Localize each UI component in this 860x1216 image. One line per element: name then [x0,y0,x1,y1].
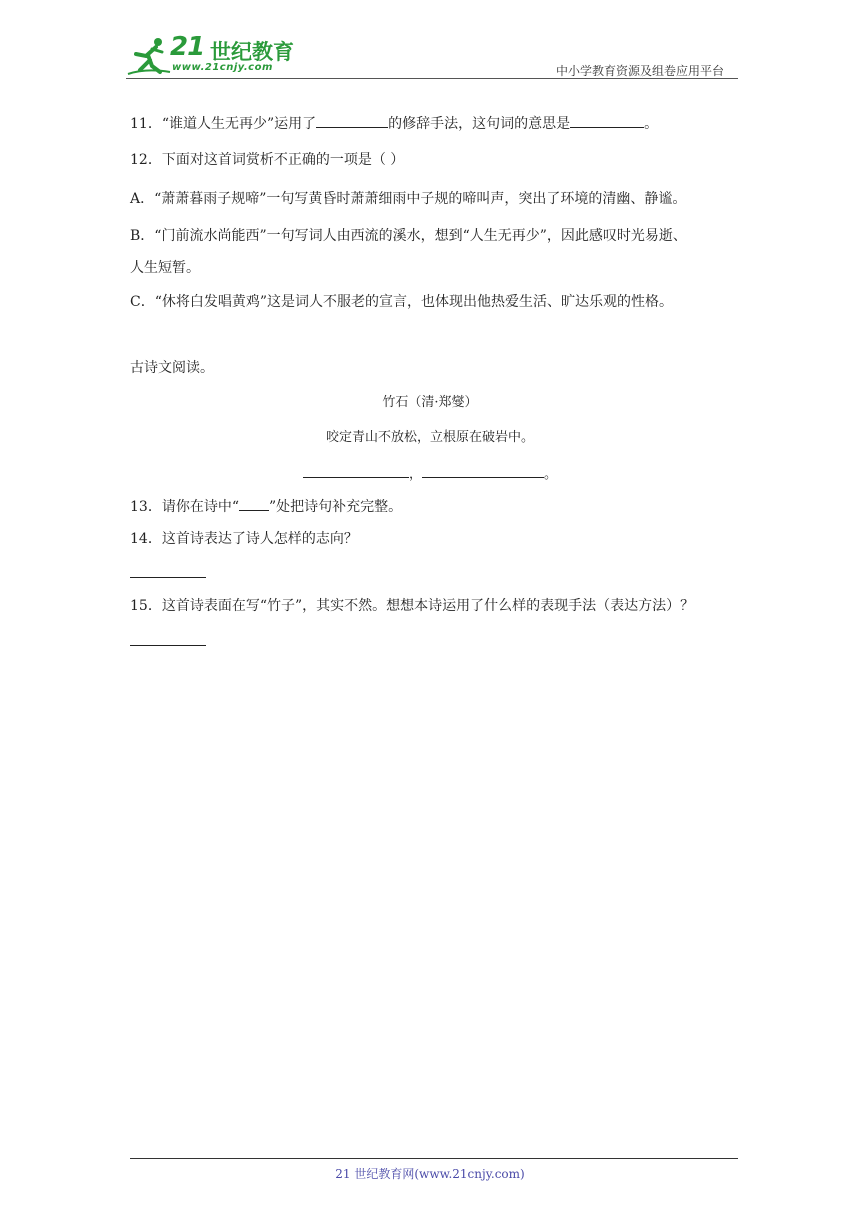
footer-link[interactable]: 21 世纪教育网(www.21cnjy.com) [335,1167,525,1181]
poem-comma: ， [408,467,422,482]
logo-text: 世纪教育 [210,40,294,64]
section-title: 古诗文阅读。 [130,360,214,376]
question-14: 14．这首诗表达了诗人怎样的志向？ [130,531,358,547]
question-13 [130,495,402,517]
poem-line-1: 咬定青山不放松，立根原在破岩中。 [325,430,534,445]
q11-suffix: 。 [644,116,659,132]
q13-blank [239,495,269,511]
question-11 [130,112,658,134]
q15-answer-line[interactable] [130,645,206,646]
q13-prefix: 13．请你在诗中“ [130,499,239,515]
q11-middle: 的修辞手法，这句词的意思是 [388,116,571,132]
poem-blank-2[interactable] [422,462,544,478]
option-a: A．“萧萧暮雨子规啼”一句写黄昏时萧萧细雨中子规的啼叫声，突出了环境的清幽、静谧。 [130,191,687,207]
q11-blank-2[interactable] [570,112,644,128]
logo-number: 21 [170,32,205,62]
site-logo[interactable] [126,32,296,78]
option-b-line-2: 人生短暂。 [130,260,200,276]
question-12: 12．下面对这首词赏析不正确的一项是（ ） [130,152,405,168]
runner-logo-icon [126,36,172,76]
header-divider [126,78,738,79]
footer-divider [130,1158,738,1159]
logo-url: www.21cnjy.com [172,62,273,73]
poem-blank-1[interactable] [303,462,409,478]
q13-suffix: ”处把诗句补充完整。 [268,499,403,515]
poem-line-2 [0,462,860,485]
q11-blank-1[interactable] [316,112,388,128]
page-header [126,30,738,80]
option-c: C．“休将白发唱黄鸡”这是词人不服老的宣言，也体现出他热爱生活、旷达乐观的性格。 [130,294,674,310]
q14-answer-line[interactable] [130,577,206,578]
platform-tagline: 中小学教育资源及组卷应用平台 [555,64,724,78]
option-b-line-1: B．“门前流水尚能西”一句写词人由西流的溪水，想到“人生无再少”，因此感叹时光易逝、 [130,228,687,244]
poem-title: 竹石（清·郑燮） [382,395,478,410]
poem-period: 。 [544,467,558,482]
question-15: 15．这首诗表面在写“竹子”，其实不然。想想本诗运用了什么样的表现手法（表达方法）？ [130,598,695,614]
q11-prefix: 11．“谁道人生无再少”运用了 [130,116,317,132]
